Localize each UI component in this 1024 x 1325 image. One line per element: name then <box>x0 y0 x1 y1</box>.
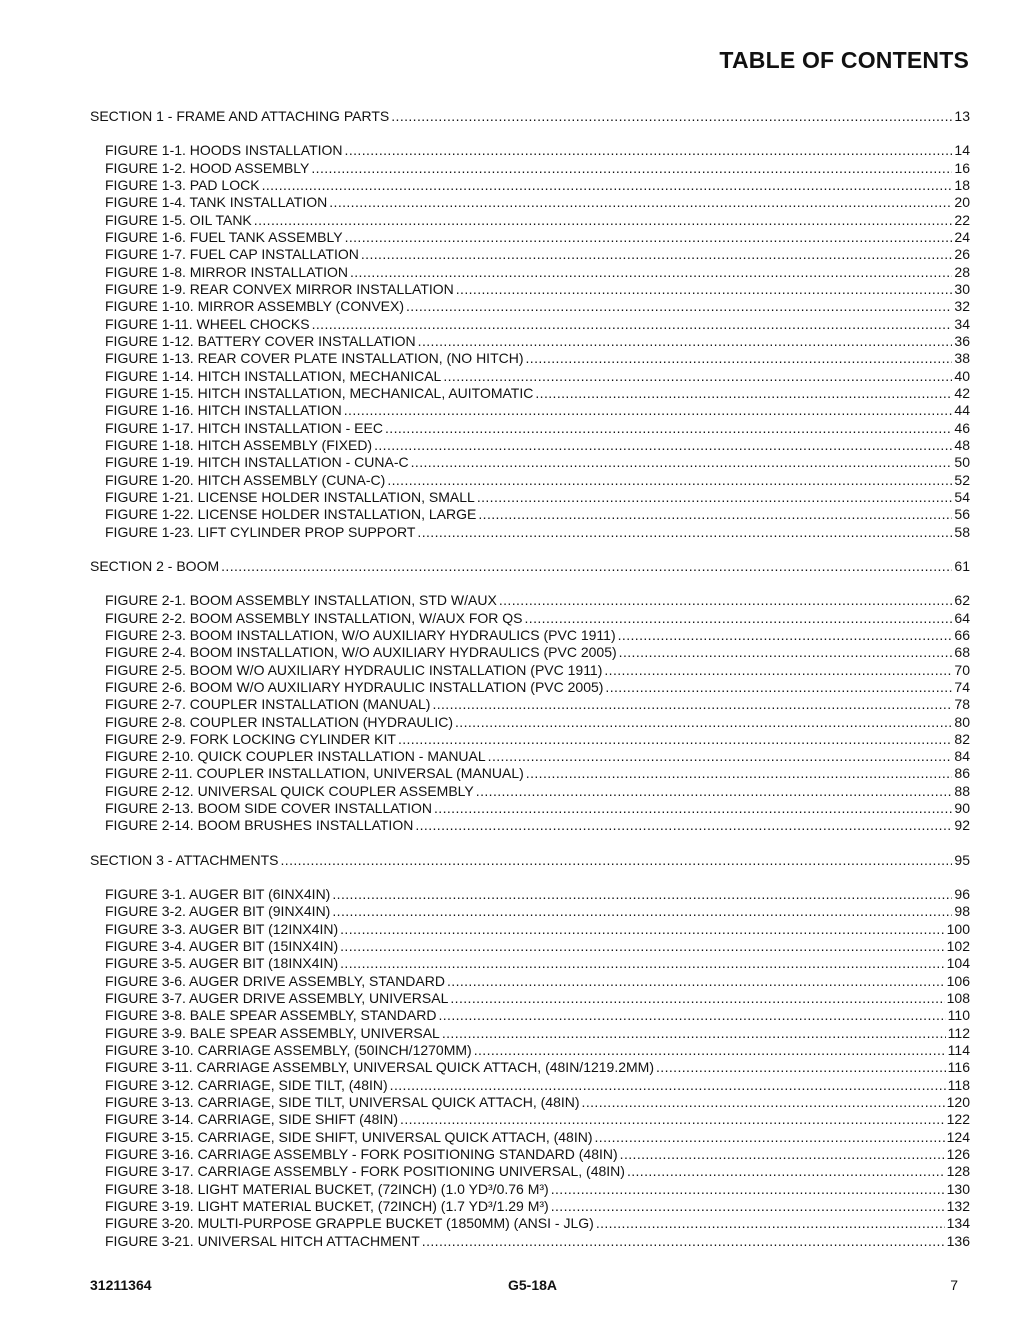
toc-figure-entry[interactable] <box>90 903 970 920</box>
dot-leader <box>391 108 952 125</box>
dot-leader <box>432 696 952 713</box>
figure-title: FIGURE 1-19. HITCH INSTALLATION - CUNA-C <box>105 454 409 471</box>
figure-title: FIGURE 3-2. AUGER BIT (9INX4IN) <box>105 903 331 920</box>
dot-leader <box>332 903 952 920</box>
dot-leader <box>340 921 945 938</box>
page-number: 44 <box>954 402 970 419</box>
dot-leader <box>619 644 953 661</box>
page-number: 102 <box>946 938 970 955</box>
figure-title: FIGURE 1-15. HITCH INSTALLATION, MECHANICAL, AUITOMATIC <box>105 384 534 401</box>
toc-figure-entry[interactable] <box>90 194 970 211</box>
dot-leader <box>447 973 945 990</box>
dot-leader <box>595 1129 945 1146</box>
toc-figure-entry[interactable] <box>90 627 970 644</box>
dot-leader <box>387 472 952 489</box>
toc-figure-entry[interactable] <box>90 1042 970 1059</box>
toc-figure-entry[interactable] <box>90 506 970 523</box>
dot-leader <box>526 350 953 367</box>
page-number: 64 <box>954 609 970 626</box>
toc-figure-entry[interactable] <box>90 420 970 437</box>
page-number: 104 <box>946 955 970 972</box>
page-number: 118 <box>947 1076 970 1093</box>
toc-figure-entry[interactable] <box>90 298 970 315</box>
page-number: 110 <box>947 1007 970 1024</box>
page-number: 74 <box>954 678 970 695</box>
page-number: 100 <box>946 920 970 937</box>
dot-leader <box>582 1094 945 1111</box>
dot-leader <box>340 955 945 972</box>
figure-title: FIGURE 1-1. HOODS INSTALLATION <box>105 142 343 159</box>
toc-figure-entry[interactable] <box>90 437 970 454</box>
figure-title: FIGURE 3-11. CARRIAGE ASSEMBLY, UNIVERSAL QUICK ATTACH, (48IN/1219.2MM) <box>105 1059 655 1076</box>
page-number: 88 <box>954 782 970 799</box>
page-number: 116 <box>947 1059 970 1076</box>
toc-figure-entry[interactable] <box>90 1059 970 1076</box>
figure-title: FIGURE 3-10. CARRIAGE ASSEMBLY, (50INCH/1270MM) <box>105 1042 472 1059</box>
toc-figure-entry[interactable] <box>90 662 970 679</box>
figure-title: FIGURE 1-13. REAR COVER PLATE INSTALLATION, (NO HITCH) <box>105 350 524 367</box>
section-gap <box>90 835 970 852</box>
toc-figure-entry[interactable] <box>90 1077 970 1094</box>
figure-title: FIGURE 1-14. HITCH INSTALLATION, MECHANICAL <box>105 367 442 384</box>
toc-figure-entry[interactable] <box>90 454 970 471</box>
figure-title: FIGURE 1-21. LICENSE HOLDER INSTALLATION, SMALL <box>105 488 475 505</box>
page-number: 106 <box>946 972 970 989</box>
page-number: 112 <box>947 1024 970 1041</box>
toc-figure-entry[interactable] <box>90 264 970 281</box>
dot-leader <box>312 316 953 333</box>
dot-leader <box>415 817 952 834</box>
page-number: 58 <box>954 523 970 540</box>
figure-title: FIGURE 1-23. LIFT CYLINDER PROP SUPPORT <box>105 523 416 540</box>
dot-leader <box>350 264 952 281</box>
section-gap <box>90 541 970 558</box>
toc-figure-entry[interactable] <box>90 1129 970 1146</box>
figure-title: FIGURE 3-18. LIGHT MATERIAL BUCKET, (72INCH) (1.0 YD³/0.76 M³) <box>105 1180 549 1197</box>
dot-leader <box>443 368 952 385</box>
page-number: 26 <box>954 246 970 263</box>
figure-title: FIGURE 3-5. AUGER BIT (18INX4IN) <box>105 955 339 972</box>
toc-figure-entry[interactable] <box>90 1007 970 1024</box>
toc-figure-entry[interactable] <box>90 1094 970 1111</box>
toc-figure-entry[interactable] <box>90 1215 970 1232</box>
figure-title: FIGURE 2-11. COUPLER INSTALLATION, UNIVERSAL (MANUAL) <box>105 765 524 782</box>
dot-leader <box>254 212 953 229</box>
dot-leader <box>374 437 952 454</box>
dot-leader <box>311 160 952 177</box>
dot-leader <box>400 1111 945 1128</box>
figure-title: FIGURE 3-7. AUGER DRIVE ASSEMBLY, UNIVERSAL <box>105 990 449 1007</box>
figure-title: FIGURE 2-13. BOOM SIDE COVER INSTALLATION <box>105 800 432 817</box>
dot-leader <box>455 714 952 731</box>
dot-leader <box>344 402 953 419</box>
page-title: TABLE OF CONTENTS <box>719 47 969 73</box>
toc-figure-entry[interactable] <box>90 489 970 506</box>
dot-leader <box>434 800 952 817</box>
figure-title: FIGURE 2-6. BOOM W/O AUXILIARY HYDRAULIC INSTALLATION (PVC 2005) <box>105 678 604 695</box>
dot-leader <box>438 1007 945 1024</box>
page-number: 130 <box>946 1180 970 1197</box>
dot-leader <box>398 731 952 748</box>
dot-leader <box>620 1146 945 1163</box>
page-number: 62 <box>954 592 970 609</box>
toc-figure-entry[interactable] <box>90 350 970 367</box>
figure-title: FIGURE 1-12. BATTERY COVER INSTALLATION <box>105 332 416 349</box>
figure-title: FIGURE 3-6. AUGER DRIVE ASSEMBLY, STANDARD <box>105 972 445 989</box>
page-number: 50 <box>954 454 970 471</box>
section-gap <box>90 869 970 886</box>
page-number: 18 <box>954 176 970 193</box>
page-number: 56 <box>954 506 970 523</box>
section-gap <box>90 125 970 142</box>
dot-leader <box>442 1025 946 1042</box>
page-number: 32 <box>954 298 970 315</box>
dot-leader <box>525 610 953 627</box>
page-number: 96 <box>954 886 970 903</box>
toc-figure-entry[interactable] <box>90 1163 970 1180</box>
dot-leader <box>477 489 953 506</box>
toc-figure-entry[interactable] <box>90 817 970 834</box>
figure-title: FIGURE 2-9. FORK LOCKING CYLINDER KIT <box>105 730 396 747</box>
dot-leader <box>488 748 953 765</box>
page-number: 68 <box>954 644 970 661</box>
figure-title: FIGURE 1-8. MIRROR INSTALLATION <box>105 263 348 280</box>
page-number: 24 <box>954 228 970 245</box>
figure-title: FIGURE 1-16. HITCH INSTALLATION <box>105 402 342 419</box>
figure-title: FIGURE 3-13. CARRIAGE, SIDE TILT, UNIVERSAL QUICK ATTACH, (48IN) <box>105 1094 580 1111</box>
dot-leader <box>499 592 953 609</box>
page-number: 90 <box>954 800 970 817</box>
toc-figure-entry[interactable] <box>90 592 970 609</box>
toc-figure-entry[interactable] <box>90 160 970 177</box>
figure-title: FIGURE 2-14. BOOM BRUSHES INSTALLATION <box>105 817 414 834</box>
table-of-contents <box>90 108 970 1250</box>
dot-leader <box>526 765 953 782</box>
section-title: SECTION 1 - FRAME AND ATTACHING PARTS <box>90 108 390 124</box>
page-number: 16 <box>954 159 970 176</box>
toc-figure-entry[interactable] <box>90 472 970 489</box>
figure-title: FIGURE 2-5. BOOM W/O AUXILIARY HYDRAULIC INSTALLATION (PVC 1911) <box>105 661 603 678</box>
dot-leader <box>361 246 953 263</box>
figure-title: FIGURE 3-19. LIGHT MATERIAL BUCKET, (72INCH) (1.7 YD³/1.29 M³) <box>105 1198 549 1215</box>
toc-figure-entry[interactable] <box>90 644 970 661</box>
toc-figure-entry[interactable] <box>90 333 970 350</box>
figure-title: FIGURE 1-20. HITCH ASSEMBLY (CUNA-C) <box>105 471 386 488</box>
figure-title: FIGURE 2-3. BOOM INSTALLATION, W/O AUXILIARY HYDRAULICS (PVC 1911) <box>105 626 616 643</box>
footer-page-number: 7 <box>950 1277 958 1293</box>
page-number: 14 <box>954 142 970 159</box>
toc-figure-entry[interactable] <box>90 142 970 159</box>
section-title: SECTION 2 - BOOM <box>90 557 220 574</box>
figure-title: FIGURE 1-11. WHEEL CHOCKS <box>105 315 310 332</box>
figure-title: FIGURE 1-3. PAD LOCK <box>105 176 260 193</box>
dot-leader <box>476 783 953 800</box>
dot-leader <box>345 142 953 159</box>
figure-title: FIGURE 3-4. AUGER BIT (15INX4IN) <box>105 938 339 955</box>
toc-figure-entry[interactable] <box>90 765 970 782</box>
dot-leader <box>345 229 953 246</box>
dot-leader <box>478 506 952 523</box>
figure-title: FIGURE 2-2. BOOM ASSEMBLY INSTALLATION, W/AUX FOR QS <box>105 609 523 626</box>
figure-title: FIGURE 1-4. TANK INSTALLATION <box>105 194 328 211</box>
figure-title: FIGURE 3-8. BALE SPEAR ASSEMBLY, STANDARD <box>105 1007 437 1024</box>
page-number: 95 <box>954 851 970 868</box>
toc-figure-entry[interactable] <box>90 385 970 402</box>
page-number: 84 <box>954 748 970 765</box>
toc-figure-entry[interactable] <box>90 714 970 731</box>
toc-figure-entry[interactable] <box>90 921 970 938</box>
toc-figure-entry[interactable] <box>90 1181 970 1198</box>
figure-title: FIGURE 3-12. CARRIAGE, SIDE TILT, (48IN) <box>105 1076 388 1093</box>
toc-figure-entry[interactable] <box>90 783 970 800</box>
page-number: 132 <box>946 1198 970 1215</box>
page-number: 120 <box>946 1094 970 1111</box>
dot-leader <box>627 1163 945 1180</box>
page-number: 22 <box>954 211 970 228</box>
toc-figure-entry[interactable] <box>90 938 970 955</box>
page-number: 36 <box>954 332 970 349</box>
figure-title: FIGURE 2-7. COUPLER INSTALLATION (MANUAL) <box>105 696 431 713</box>
figure-title: FIGURE 2-12. UNIVERSAL QUICK COUPLER ASSEMBLY <box>105 782 474 799</box>
figure-title: FIGURE 3-9. BALE SPEAR ASSEMBLY, UNIVERSAL <box>105 1024 440 1041</box>
dot-leader <box>411 454 953 471</box>
dot-leader <box>551 1198 945 1215</box>
dot-leader <box>418 333 953 350</box>
toc-figure-entry[interactable] <box>90 800 970 817</box>
page-number: 114 <box>947 1042 970 1059</box>
toc-section-entry[interactable] <box>90 852 970 869</box>
figure-title: FIGURE 3-21. UNIVERSAL HITCH ATTACHMENT <box>105 1232 420 1249</box>
figure-title: FIGURE 1-5. OIL TANK <box>105 211 252 228</box>
page-number: 66 <box>954 626 970 643</box>
dot-leader <box>340 938 945 955</box>
toc-figure-entry[interactable] <box>90 1111 970 1128</box>
dot-leader <box>281 852 953 869</box>
dot-leader <box>406 298 952 315</box>
toc-figure-entry[interactable] <box>90 1198 970 1215</box>
dot-leader <box>417 524 952 541</box>
toc-figure-entry[interactable] <box>90 955 970 972</box>
toc-figure-entry[interactable] <box>90 1233 970 1250</box>
figure-title: FIGURE 3-3. AUGER BIT (12INX4IN) <box>105 920 339 937</box>
page-number: 61 <box>954 557 970 574</box>
toc-figure-entry[interactable] <box>90 731 970 748</box>
dot-leader <box>474 1042 946 1059</box>
toc-figure-entry[interactable] <box>90 886 970 903</box>
page-number: 126 <box>946 1146 970 1163</box>
figure-title: FIGURE 2-8. COUPLER INSTALLATION (HYDRAULIC) <box>105 713 453 730</box>
toc-figure-entry[interactable] <box>90 402 970 419</box>
section-title: SECTION 3 - ATTACHMENTS <box>90 851 279 868</box>
dot-leader <box>329 194 952 211</box>
page-number: 80 <box>954 713 970 730</box>
figure-title: FIGURE 1-9. REAR CONVEX MIRROR INSTALLATION <box>105 280 454 297</box>
footer-part-number: 31211364 <box>90 1277 152 1293</box>
toc-figure-entry[interactable] <box>90 1146 970 1163</box>
page-number: 128 <box>946 1163 970 1180</box>
toc-figure-entry[interactable] <box>90 990 970 1007</box>
page-number: 48 <box>954 436 970 453</box>
figure-title: FIGURE 1-22. LICENSE HOLDER INSTALLATION, LARGE <box>105 506 477 523</box>
figure-title: FIGURE 3-17. CARRIAGE ASSEMBLY - FORK POSITIONING UNIVERSAL, (48IN) <box>105 1163 625 1180</box>
toc-figure-entry[interactable] <box>90 229 970 246</box>
page-number: 34 <box>954 315 970 332</box>
toc-figure-entry[interactable] <box>90 212 970 229</box>
toc-figure-entry[interactable] <box>90 679 970 696</box>
page-number: 136 <box>946 1232 970 1249</box>
page-number: 78 <box>954 696 970 713</box>
figure-title: FIGURE 2-10. QUICK COUPLER INSTALLATION - MANUAL <box>105 748 486 765</box>
dot-leader <box>221 558 952 575</box>
dot-leader <box>656 1059 946 1076</box>
figure-title: FIGURE 3-16. CARRIAGE ASSEMBLY - FORK POSITIONING STANDARD (48IN) <box>105 1146 618 1163</box>
figure-title: FIGURE 1-10. MIRROR ASSEMBLY (CONVEX) <box>105 298 404 315</box>
figure-title: FIGURE 1-6. FUEL TANK ASSEMBLY <box>105 228 343 245</box>
page-number: 98 <box>954 903 970 920</box>
figure-title: FIGURE 3-15. CARRIAGE, SIDE SHIFT, UNIVERSAL QUICK ATTACH, (48IN) <box>105 1128 593 1145</box>
figure-title: FIGURE 2-1. BOOM ASSEMBLY INSTALLATION, STD W/AUX <box>105 592 497 609</box>
toc-figure-entry[interactable] <box>90 368 970 385</box>
page-number: 46 <box>954 419 970 436</box>
footer-model: G5-18A <box>508 1277 558 1293</box>
dot-leader <box>385 420 952 437</box>
toc-figure-entry[interactable] <box>90 610 970 627</box>
figure-title: FIGURE 3-20. MULTI-PURPOSE GRAPPLE BUCKET (1850MM) (ANSI - JLG) <box>105 1215 594 1232</box>
dot-leader <box>618 627 953 644</box>
section-gap <box>90 575 970 592</box>
dot-leader <box>332 886 952 903</box>
page-number: 42 <box>954 384 970 401</box>
dot-leader <box>262 177 953 194</box>
toc-figure-entry[interactable] <box>90 177 970 194</box>
dot-leader <box>535 385 952 402</box>
dot-leader <box>390 1077 946 1094</box>
toc-figure-entry[interactable] <box>90 1025 970 1042</box>
page-number: 70 <box>954 661 970 678</box>
dot-leader <box>604 662 952 679</box>
figure-title: FIGURE 1-17. HITCH INSTALLATION - EEC <box>105 419 383 436</box>
page-number: 20 <box>954 194 970 211</box>
figure-title: FIGURE 1-7. FUEL CAP INSTALLATION <box>105 246 359 263</box>
toc-figure-entry[interactable] <box>90 281 970 298</box>
toc-figure-entry[interactable] <box>90 696 970 713</box>
toc-section-entry[interactable] <box>90 108 970 125</box>
toc-figure-entry[interactable] <box>90 316 970 333</box>
page-number: 108 <box>946 990 970 1007</box>
figure-title: FIGURE 2-4. BOOM INSTALLATION, W/O AUXILIARY HYDRAULICS (PVC 2005) <box>105 644 617 661</box>
page-number: 40 <box>954 367 970 384</box>
page-number: 82 <box>954 730 970 747</box>
figure-title: FIGURE 1-18. HITCH ASSEMBLY (FIXED) <box>105 436 373 453</box>
page-number: 86 <box>954 765 970 782</box>
figure-title: FIGURE 3-1. AUGER BIT (6INX4IN) <box>105 886 331 903</box>
dot-leader <box>450 990 944 1007</box>
page-number: 13 <box>954 108 970 124</box>
dot-leader <box>422 1233 945 1250</box>
dot-leader <box>605 679 952 696</box>
page-number: 28 <box>954 263 970 280</box>
page-number: 134 <box>946 1215 970 1232</box>
toc-figure-entry[interactable] <box>90 973 970 990</box>
figure-title: FIGURE 3-14. CARRIAGE, SIDE SHIFT (48IN) <box>105 1111 399 1128</box>
dot-leader <box>596 1215 945 1232</box>
page-number: 30 <box>954 280 970 297</box>
page-number: 92 <box>954 817 970 834</box>
dot-leader <box>551 1181 945 1198</box>
toc-figure-entry[interactable] <box>90 246 970 263</box>
toc-section-entry[interactable] <box>90 558 970 575</box>
page-number: 122 <box>946 1111 970 1128</box>
page-number: 38 <box>954 350 970 367</box>
figure-title: FIGURE 1-2. HOOD ASSEMBLY <box>105 159 310 176</box>
page-number: 52 <box>954 471 970 488</box>
toc-figure-entry[interactable] <box>90 524 970 541</box>
page-number: 54 <box>954 488 970 505</box>
dot-leader <box>456 281 953 298</box>
toc-figure-entry[interactable] <box>90 748 970 765</box>
page-number: 124 <box>946 1128 970 1145</box>
